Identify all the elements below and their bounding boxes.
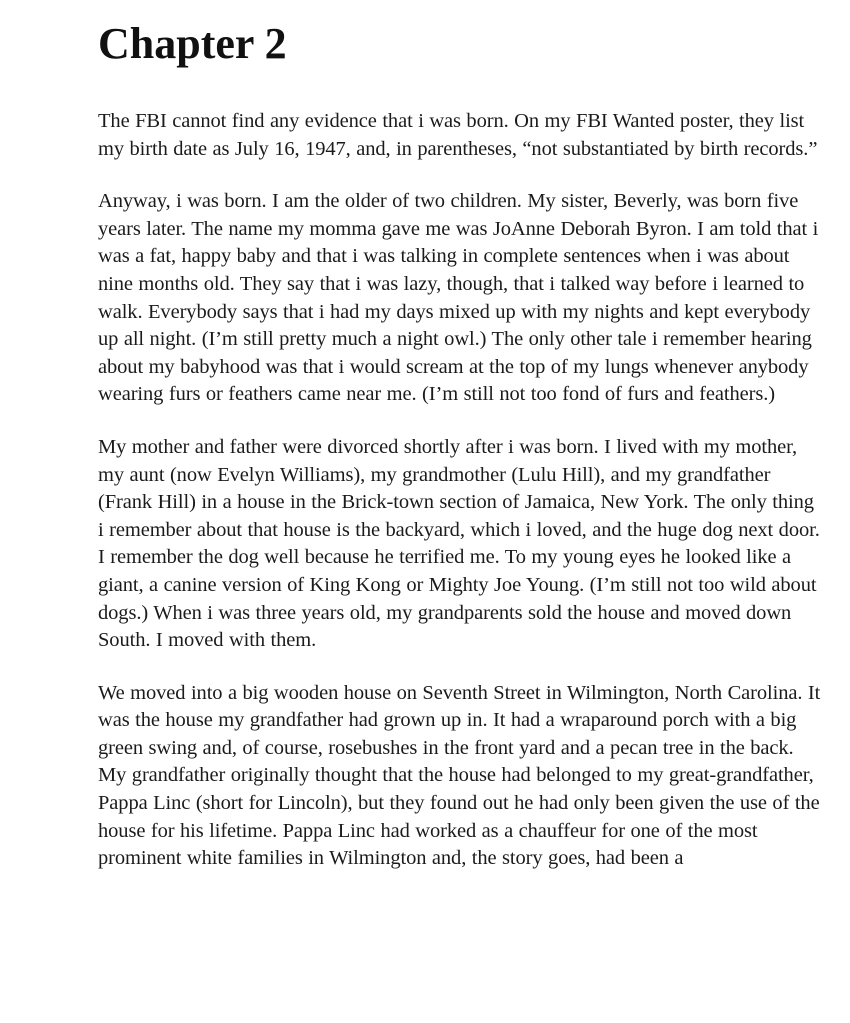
- paragraph: We moved into a big wooden house on Seventh Street in Wilmington, North Carolina. It was the house my grandfather had grown up in. It had a wraparound porch with a big green swing and, of course, rosebushes in the front yard and a pecan tree in the back. My grandfather originally thought that the house had belonged to my great-grandfather, Pappa Linc (short for Lincoln), but they found out he had only been given the use of the house for his lifetime. Pappa Linc had worked as a chauffeur for one of the most prominent white families in Wilmington and, the story goes, had been a: [98, 681, 821, 870]
- paragraph: The FBI cannot find any evidence that i was born. On my FBI Wanted poster, they list my birth date as July 16, 1947, and, in parentheses, “not substantiated by birth records.”: [98, 110, 818, 160]
- chapter-heading: Chapter 2: [98, 19, 287, 68]
- paragraph: Anyway, i was born. I am the older of two children. My sister, Beverly, was born five years later. The name my momma gave me was JoAnne Deborah Byron. I am told that i was a fat, happy baby and that i was talking in complete sentences when i was about nine months old. They say that i was lazy, though, that i talked way before i learned to walk. Everybody says that i had my days mixed up with my nights and kept everybody up all night. (I’m still pretty much a night owl.) The only other tale i remember hearing about my babyhood was that i would scream at the top of my lungs whenever anybody wearing furs or feathers came near me. (I’m still not too fond of furs and feathers.): [98, 190, 819, 406]
- chapter-body: [98, 108, 825, 873]
- paragraph: My mother and father were divorced shortly after i was born. I lived with my mother, my aunt (now Evelyn Williams), my grandmother (Lulu Hill), and my grandfather (Frank Hill) in a house in the Brick-town section of Jamaica, New York. The only thing i remember about that house is the backyard, which i loved, and the huge dog next door. I remember the dog well because he terrified me. To my young eyes he looked like a giant, a canine version of King Kong or Mighty Joe Young. (I’m still not too wild about dogs.) When i was three years old, my grandparents sold the house and moved down South. I moved with them.: [98, 435, 820, 652]
